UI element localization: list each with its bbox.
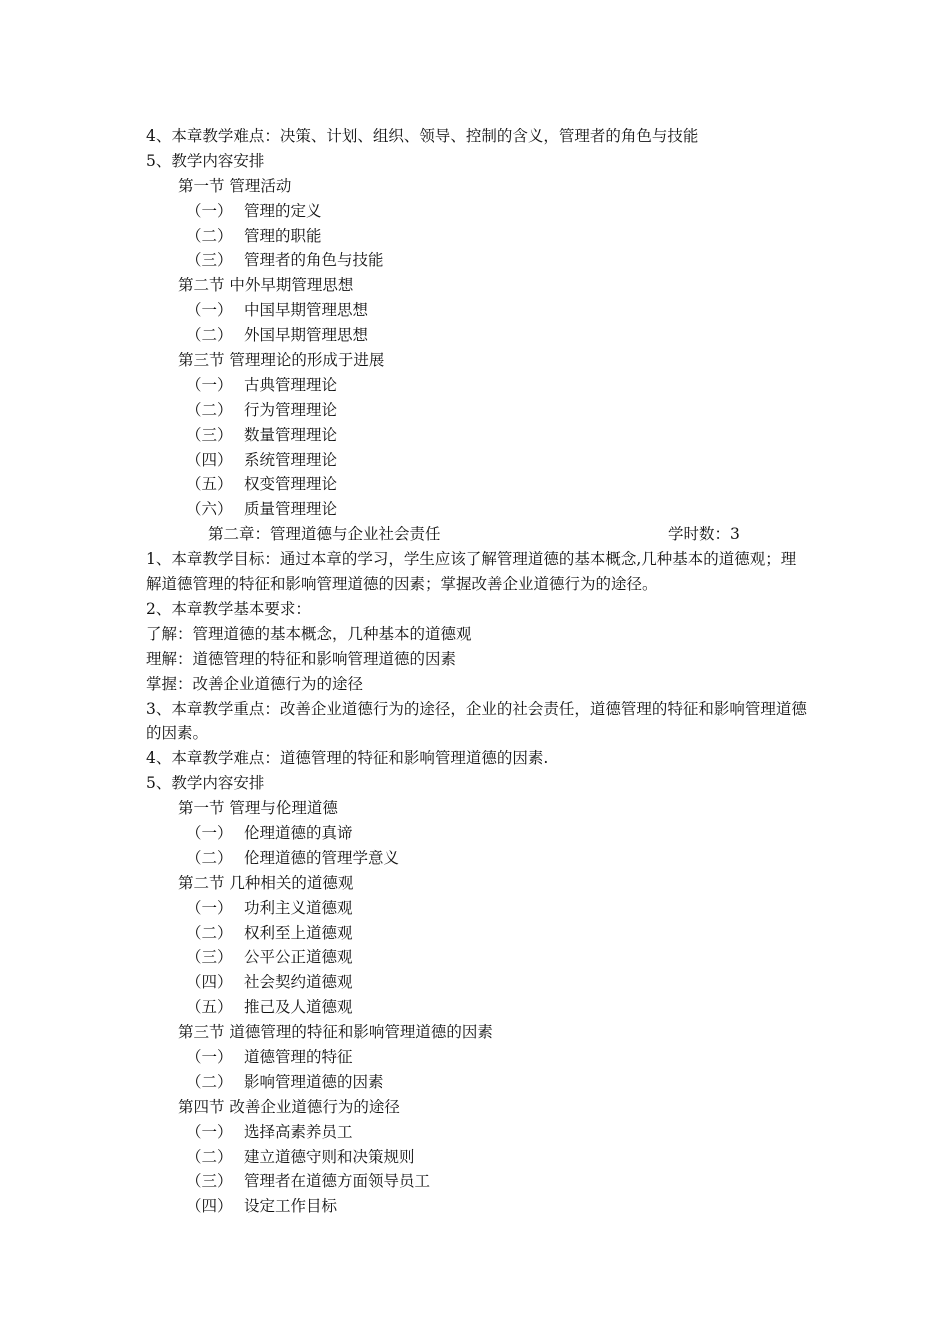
outline-text: 推己及人道德观 [244, 998, 353, 1017]
chapter-heading [0, 522, 950, 547]
outline-text: 公平公正道德观 [244, 948, 353, 967]
outline-text: 伦理道德的管理学意义 [244, 848, 400, 867]
outline-marker: （五） [186, 998, 233, 1017]
outline-item [0, 472, 950, 497]
outline-item [0, 448, 950, 473]
outline-item [0, 1194, 950, 1219]
chapter-title: 第二章：管理道德与企业社会责任 [208, 525, 441, 544]
outline-item [0, 846, 950, 871]
outline-item [0, 896, 950, 921]
outline-text: 管理的定义 [244, 201, 322, 220]
outline-marker: （四） [186, 973, 233, 992]
outline-marker: （一） [186, 1122, 233, 1141]
paragraph-line: 2、本章教学基本要求： [146, 599, 311, 618]
outline-marker: （四） [186, 1197, 233, 1216]
paragraph-line: 4、本章教学难点：道德管理的特征和影响管理道德的因素. [146, 749, 549, 768]
outline-marker: （一） [186, 898, 233, 917]
outline-item [0, 323, 950, 348]
outline-item [0, 1120, 950, 1145]
outline-marker: （二） [186, 923, 233, 942]
outline-text: 数量管理理论 [244, 425, 338, 444]
section-heading: 第三节 道德管理的特征和影响管理道德的因素 [178, 1023, 493, 1042]
requirement-line: 掌握：改善企业道德行为的途径 [146, 674, 364, 693]
outline-text: 管理者的角色与技能 [244, 251, 384, 270]
outline-text: 行为管理理论 [244, 400, 338, 419]
outline-marker: （一） [186, 824, 233, 842]
outline-text: 选择高素养员工 [244, 1122, 353, 1141]
outline-item [0, 1169, 950, 1194]
chapter-hours: 学时数：3 [668, 525, 740, 544]
paragraph-line: 5、教学内容安排 [146, 774, 265, 793]
paragraph-line: 5、教学内容安排 [146, 151, 265, 170]
section-heading: 第三节 管理理论的形成于进展 [178, 351, 385, 370]
paragraph-wrapped: 3、本章教学重点：改善企业道德行为的途径，企业的社会责任，道德管理的特征和影响管理道德的因素。 [146, 699, 807, 743]
outline-item [0, 373, 950, 398]
section-heading: 第一节 管理与伦理道德 [178, 799, 338, 818]
outline-item [0, 298, 950, 323]
outline-marker: （二） [186, 400, 233, 419]
paragraph-wrapped: 1、本章教学目标：通过本章的学习，学生应该了解管理道德的基本概念,几种基本的道德观；理解道德管理的特征和影响管理道德的因素；掌握改善企业道德行为的途径。 [146, 550, 797, 594]
outline-marker: （二） [186, 1072, 233, 1091]
outline-marker: （一） [186, 1048, 233, 1067]
outline-marker: （一） [186, 201, 233, 220]
outline-text: 古典管理理论 [244, 375, 338, 394]
requirement-line: 理解：道德管理的特征和影响管理道德的因素 [146, 649, 457, 668]
outline-item [0, 1145, 950, 1170]
outline-marker: （五） [186, 475, 233, 494]
outline-text: 功利主义道德观 [244, 898, 353, 917]
outline-item [0, 970, 950, 995]
outline-text: 系统管理理论 [244, 450, 338, 469]
outline-item [0, 248, 950, 273]
outline-marker: （三） [186, 425, 233, 444]
outline-marker: （二） [186, 1147, 233, 1166]
outline-text: 道德管理的特征 [244, 1048, 353, 1067]
outline-text: 影响管理道德的因素 [244, 1072, 384, 1091]
outline-item [0, 821, 950, 846]
outline-item [0, 1045, 950, 1070]
outline-marker: （一） [186, 301, 233, 320]
outline-text: 权利至上道德观 [244, 923, 353, 942]
outline-marker: （一） [186, 375, 233, 394]
paragraph-line: 4、本章教学难点：决策、计划、组织、领导、控制的含义，管理者的角色与技能 [146, 127, 699, 145]
document-body [0, 124, 950, 1219]
outline-item [0, 398, 950, 423]
outline-marker: （二） [186, 326, 233, 345]
outline-marker: （二） [186, 848, 233, 867]
outline-marker: （三） [186, 948, 233, 967]
outline-text: 设定工作目标 [244, 1197, 338, 1216]
outline-text: 中国早期管理思想 [244, 301, 369, 320]
section-heading: 第一节 管理活动 [178, 176, 292, 195]
outline-text: 权变管理理论 [244, 475, 338, 494]
outline-item [0, 1070, 950, 1095]
outline-text: 建立道德守则和决策规则 [244, 1147, 415, 1166]
section-heading: 第四节 改善企业道德行为的途径 [178, 1097, 400, 1116]
outline-text: 外国早期管理思想 [244, 326, 369, 345]
requirement-line: 了解：管理道德的基本概念，几种基本的道德观 [146, 624, 472, 643]
outline-marker: （三） [186, 1172, 233, 1191]
outline-text: 社会契约道德观 [244, 973, 353, 992]
outline-text: 管理者在道德方面领导员工 [244, 1172, 431, 1191]
outline-text: 伦理道德的真谛 [244, 824, 353, 842]
outline-marker: （二） [186, 226, 233, 245]
outline-marker: （六） [186, 500, 233, 519]
outline-item [0, 995, 950, 1020]
outline-item [0, 497, 950, 522]
outline-marker: （三） [186, 251, 233, 270]
outline-item [0, 423, 950, 448]
outline-text: 质量管理理论 [244, 500, 338, 519]
outline-item [0, 199, 950, 224]
outline-item [0, 945, 950, 970]
outline-item [0, 224, 950, 249]
outline-text: 管理的职能 [244, 226, 322, 245]
outline-item [0, 921, 950, 946]
outline-marker: （四） [186, 450, 233, 469]
section-heading: 第二节 中外早期管理思想 [178, 276, 354, 295]
section-heading: 第二节 几种相关的道德观 [178, 873, 354, 892]
